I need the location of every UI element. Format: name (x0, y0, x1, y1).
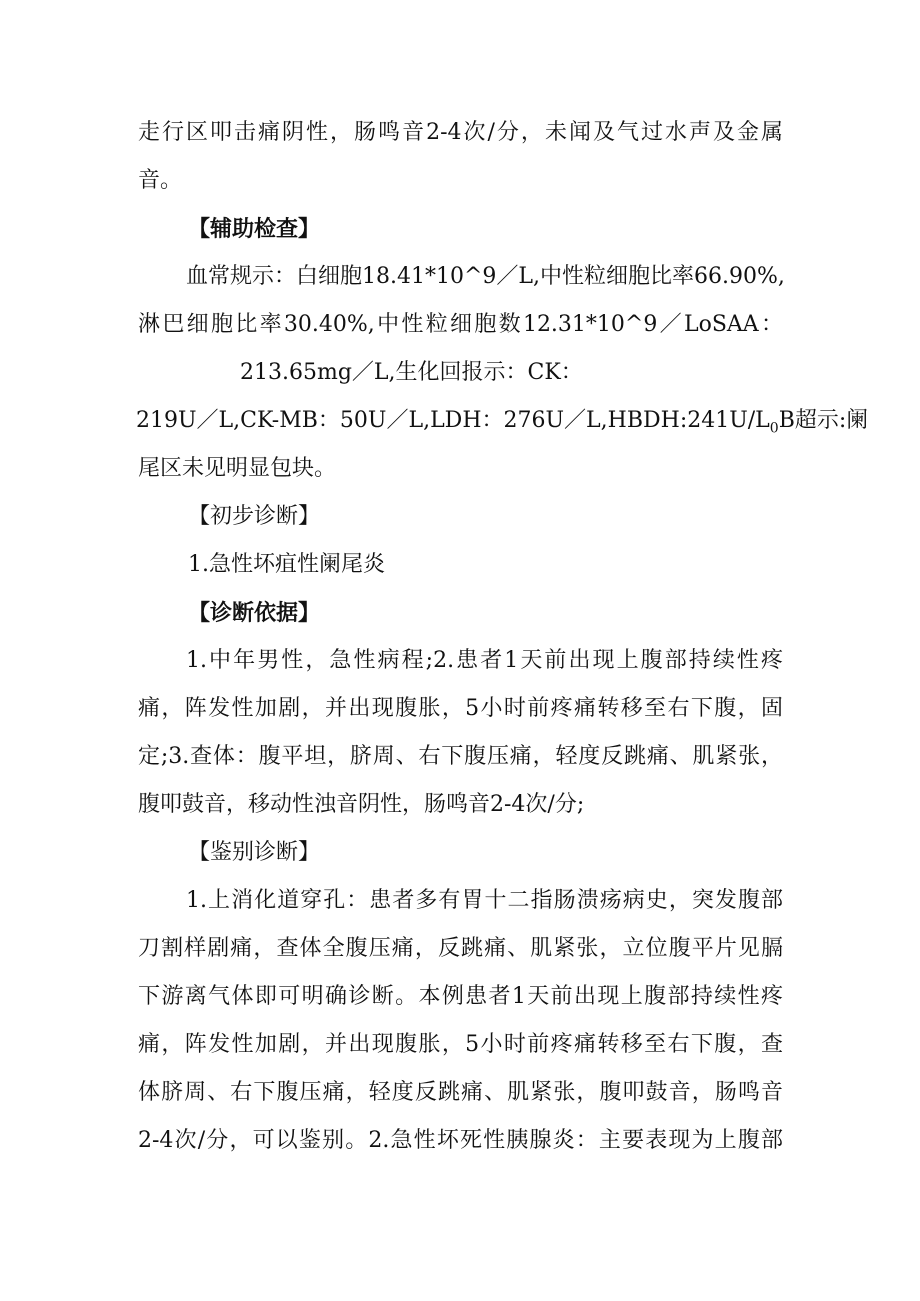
text-line: 1.上消化道穿孔：患者多有胃十二指肠溃疡病史，突发腹部 (186, 888, 783, 913)
text-line: 血常规示：白细胞18.41*10^9／L,中性粒细胞比率66.90%, (186, 264, 785, 289)
text-line: 痛，阵发性加剧，并出现腹胀，5小时前疼痛转移至右下腹，查 (138, 1032, 783, 1057)
section-heading-preliminary-diagnosis: 【初步诊断】 (188, 504, 321, 529)
text-line: 尾区未见明显包块。 (138, 456, 337, 481)
section-heading-differential-diagnosis: 【鉴别诊断】 (188, 840, 321, 865)
text-line: 痛，阵发性加剧，并出现腹胀，5小时前疼痛转移至右下腹，固 (138, 696, 783, 721)
text-line: 腹叩鼓音，移动性浊音阴性，肠鸣音2-4次/分; (138, 792, 585, 817)
text-line: 音。 (138, 168, 183, 193)
text-fragment: 219U／L,CK-MB：50U／L,LDH：276U／L,HBDH:241U/L (136, 408, 770, 433)
text-line: 1.急性坏疽性阑尾炎 (188, 552, 385, 577)
text-line: 1.中年男性，急性病程;2.患者1天前出现上腹部持续性疼 (186, 648, 783, 673)
text-line: 走行区叩击痛阴性，肠鸣音2-4次/分，未闻及气过水声及金属 (138, 120, 783, 145)
text-line: 下游离气体即可明确诊断。本例患者1天前出现上腹部持续性疼 (138, 984, 783, 1009)
text-line: 213.65mg／L,生化回报示：CK： (240, 360, 583, 385)
text-line: 定;3.查体：腹平坦，脐周、右下腹压痛，轻度反跳痛、肌紧张， (138, 744, 783, 769)
text-line (136, 406, 869, 437)
text-line: 2-4次/分，可以鉴别。2.急性坏死性胰腺炎：主要表现为上腹部 (138, 1128, 783, 1153)
section-heading-auxiliary-exam: 【辅助检查】 (188, 216, 321, 242)
subscript: 0 (769, 420, 779, 437)
section-heading-diagnostic-basis: 【诊断依据】 (188, 600, 321, 626)
text-line: 刀割样剧痛，查体全腹压痛，反跳痛、肌紧张，立位腹平片见膈 (138, 936, 783, 961)
text-line: 淋巴细胞比率30.40%,中性粒细胞数12.31*10^9／LoSAA： (138, 312, 783, 337)
text-fragment: B超示:阑 (778, 408, 869, 433)
text-line: 体脐周、右下腹压痛，轻度反跳痛、肌紧张，腹叩鼓音，肠鸣音 (138, 1080, 783, 1105)
